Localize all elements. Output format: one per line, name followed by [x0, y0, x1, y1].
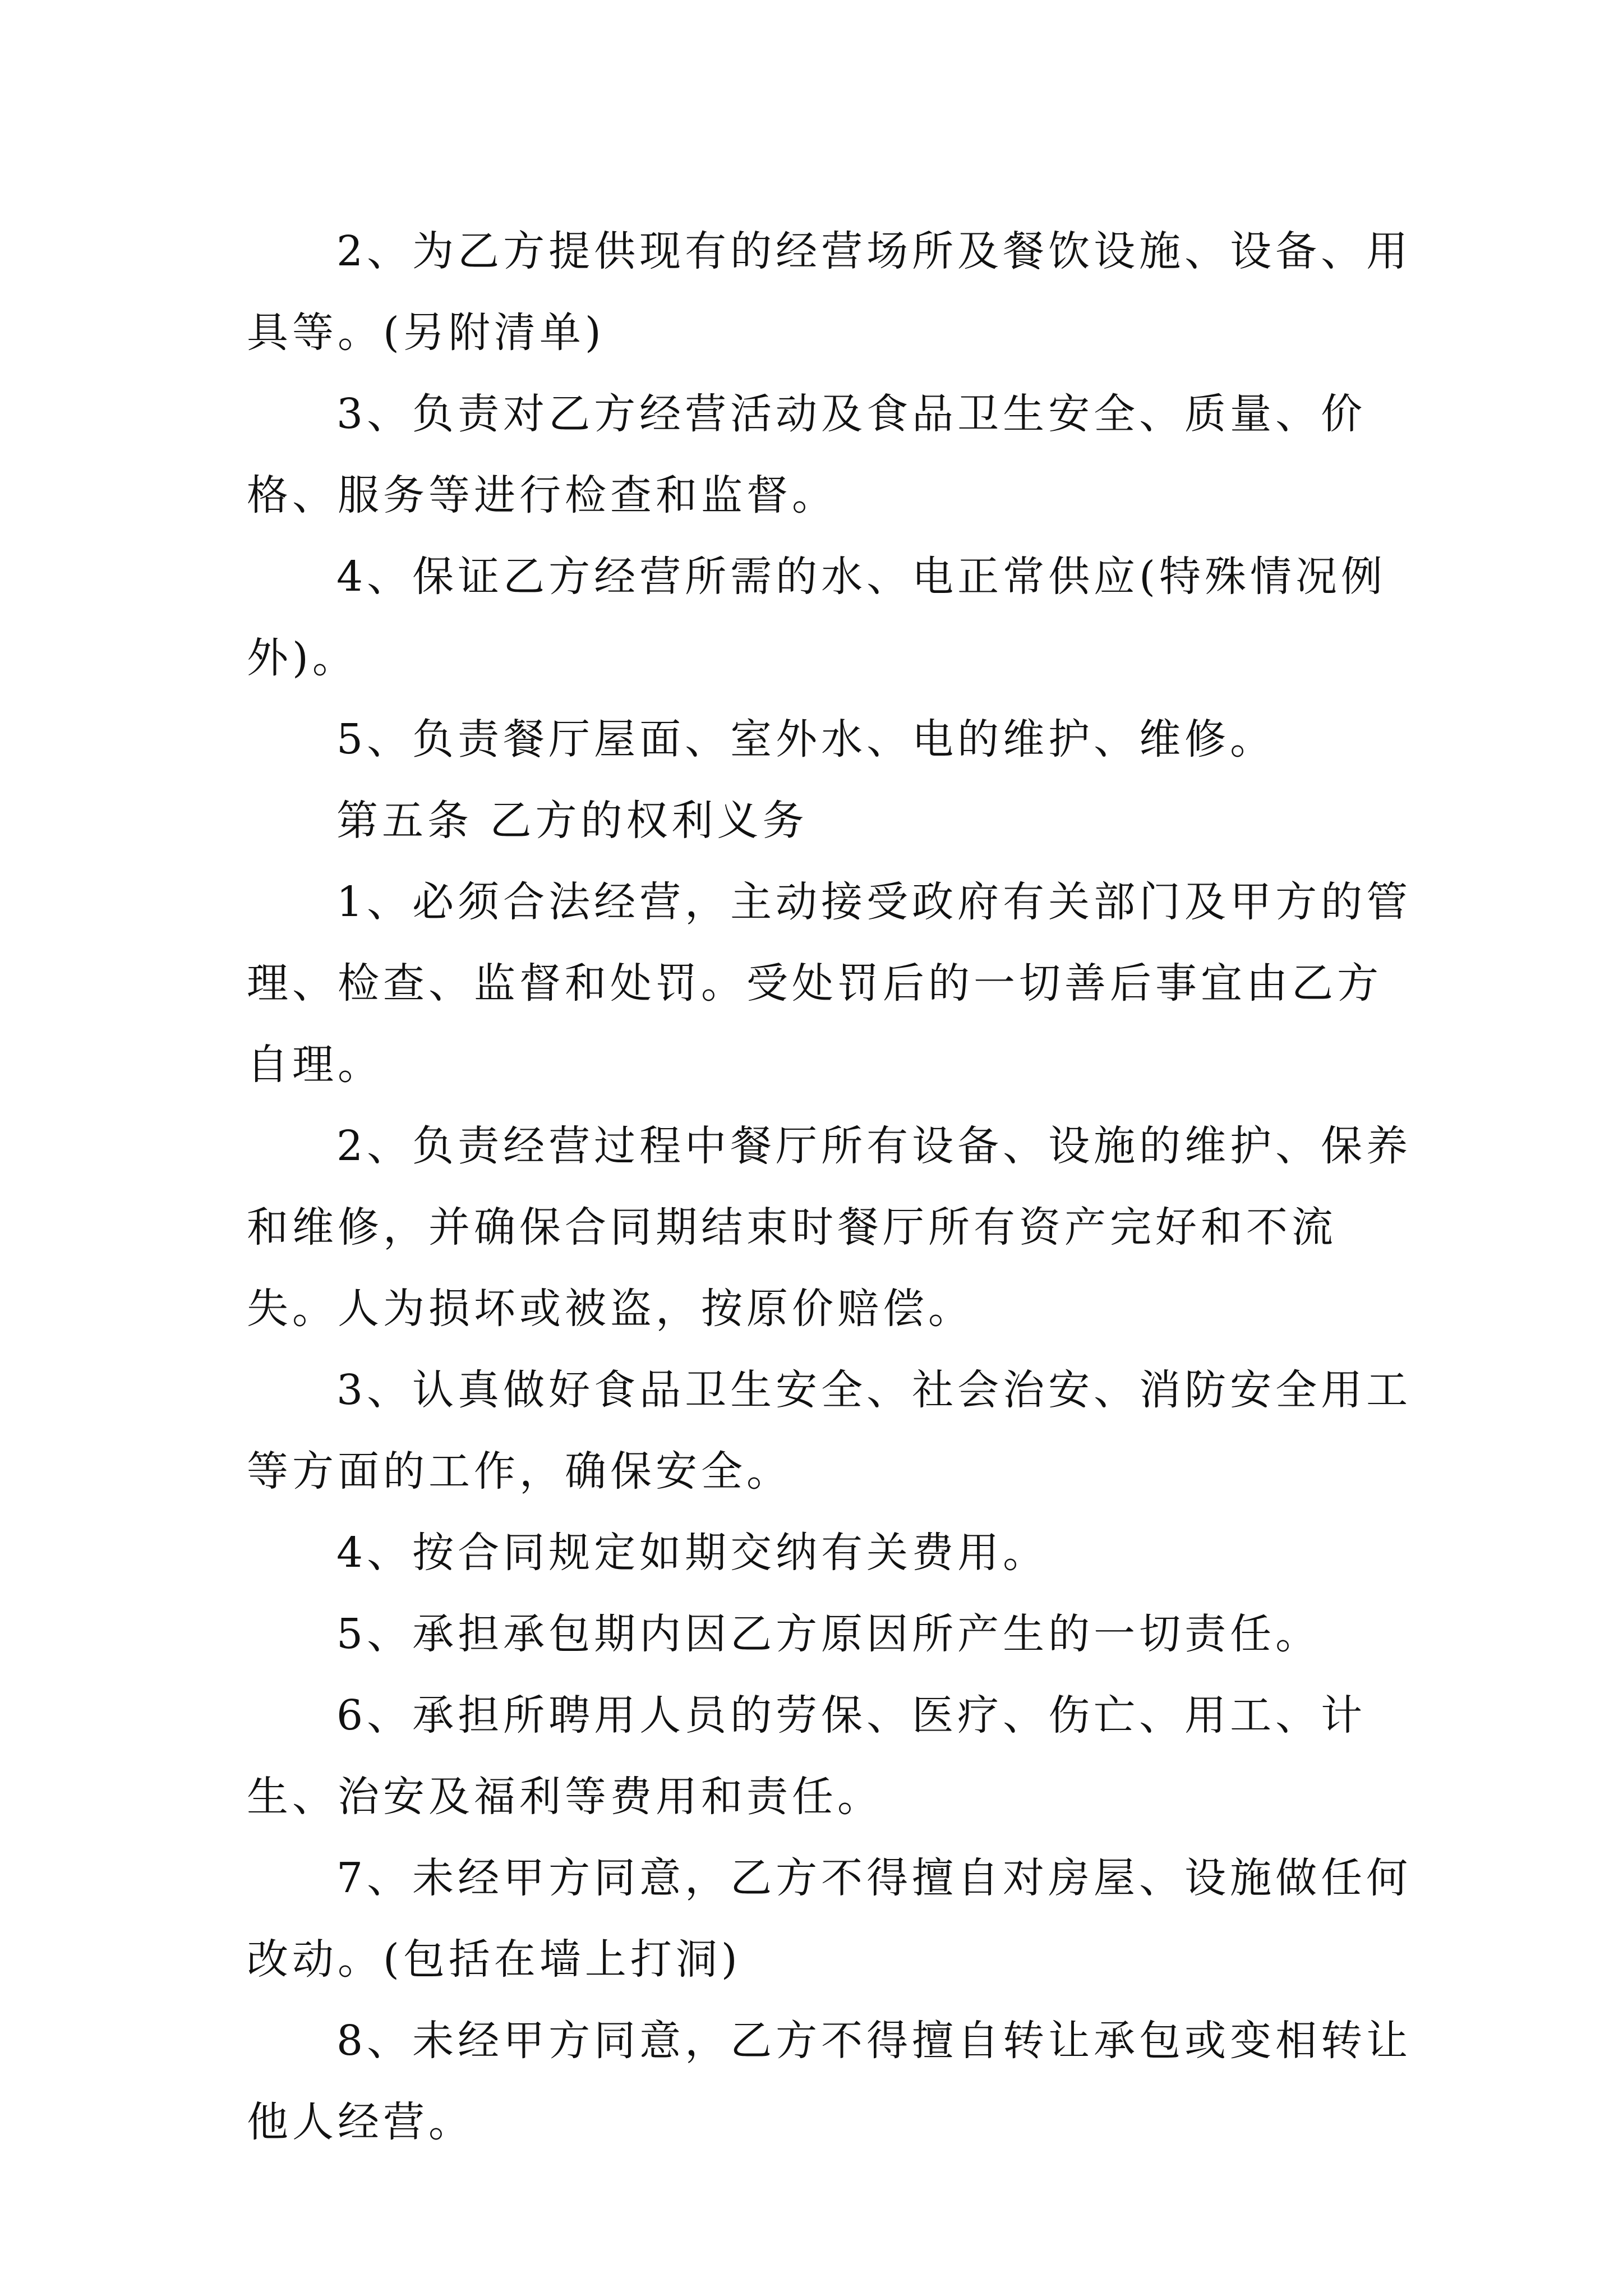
clause-paragraph: 3、负责对乙方经营活动及食品卫生安全、质量、价格、服务等进行检查和监督。 — [247, 390, 1367, 519]
document-body — [247, 211, 1413, 2163]
section-heading: 第五条 乙方的权利义务 — [336, 797, 808, 845]
clause-paragraph: 5、负责餐厅屋面、室外水、电的维护、维修。 — [336, 715, 1276, 763]
clause-paragraph: 2、为乙方提供现有的经营场所及餐饮设施、设备、用具等。(另附清单) — [247, 227, 1412, 357]
clause-paragraph: 8、未经甲方同意，乙方不得擅自转让承包或变相转让他人经营。 — [247, 2017, 1412, 2146]
clause-paragraph: 2、负责经营过程中餐厅所有设备、设施的维护、保养和维修，并确保合同期结束时餐厅所有资产完好和不流失。人为损坏或被盗，按原价赔偿。 — [247, 1122, 1412, 1333]
clause-paragraph: 7、未经甲方同意，乙方不得擅自对房屋、设施做任何改动。(包括在墙上打洞) — [247, 1854, 1412, 1984]
clause-paragraph: 5、承担承包期内因乙方原因所产生的一切责任。 — [336, 1610, 1321, 1658]
clause-paragraph: 3、认真做好食品卫生安全、社会治安、消防安全用工等方面的工作，确保安全。 — [247, 1366, 1412, 1496]
clause-paragraph: 1、必须合法经营，主动接受政府有关部门及甲方的管理、检查、监督和处罚。受处罚后的一切善后事宜由乙方自理。 — [247, 878, 1412, 1089]
clause-paragraph: 4、按合同规定如期交纳有关费用。 — [336, 1529, 1049, 1577]
clause-paragraph: 4、保证乙方经营所需的水、电正常供应(特殊情况例外)。 — [247, 553, 1386, 682]
clause-paragraph: 6、承担所聘用人员的劳保、医疗、伤亡、用工、计生、治安及福利等费用和责任。 — [247, 1691, 1367, 1821]
